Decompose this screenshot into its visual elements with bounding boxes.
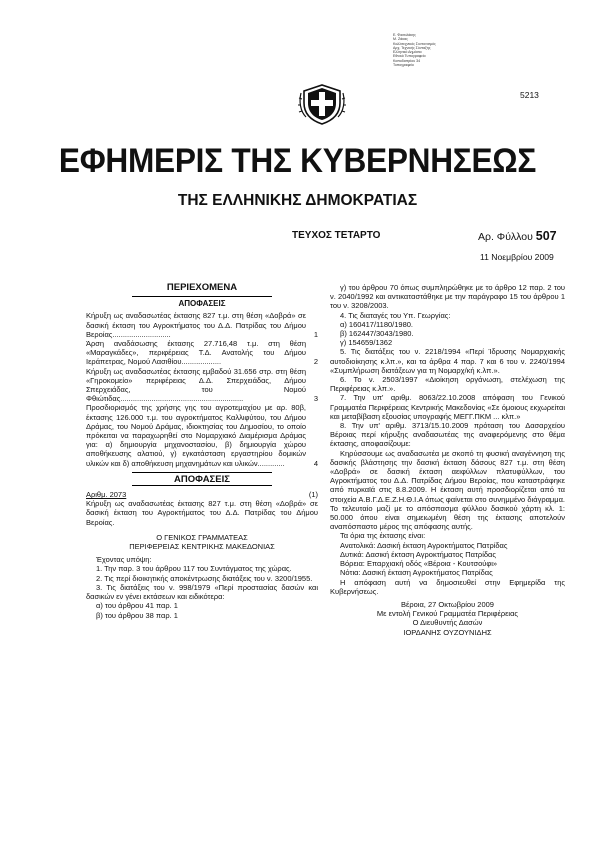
decisions-title: ΑΠΟΦΑΣΕΙΣ — [174, 473, 230, 485]
boundary-line: Βόρεια: Επαρχιακή οδός «Βέροια - Κουτσούφι» — [340, 559, 498, 569]
publisher-line: Ελληνικό Δημόσιο — [393, 50, 422, 55]
publisher-line: Τυπογραφείο — [393, 63, 414, 68]
place-date: Βέροια, 27 Οκτωβρίου 2009 — [401, 599, 494, 609]
publisher-line: Καποδιστρίου 34 — [393, 58, 421, 63]
toc-entry[interactable]: Κήρυξη ως αναδασωτέας έκτασης εμβαδού 31.656 στρ. στη θέση «Γηροκομείο» περιφέρειας Δ.Δ. Σπερχειάδας, Δήμου Σπερχειάδας, του Νομού Φθιώτιδας........................................................... 3 — [86, 366, 318, 404]
boundary-line: Ανατολικά: Δασική έκταση Αγροκτήματος Πατρίδας — [340, 540, 508, 550]
coat-of-arms-icon — [298, 79, 346, 127]
sheet-label: Αρ. Φύλλου — [478, 231, 533, 243]
having-regard: Έχοντας υπόψη: — [96, 555, 152, 565]
decisions-subheading: ΑΠΟΦΑΣΕΙΣ — [178, 299, 226, 309]
left-column — [86, 283, 318, 620]
signature-line: Ο Διευθυντής Δασών — [412, 618, 483, 628]
body-paragraph: Κηρύσσουμε ως αναδασωτέα με σκοπό τη φυσική αναγέννηση της δασικής βλάστησης την δασική έκταση δάσους 827 τ.μ. στη θέση «Δοβρά» σε δασική έκταση αειφύλλων πλατυφύλλων, του Αγροκτήματος του Δ.Δ. Πατρίδας Δήμου Βεροίας, που καταστράφηκε από πυρκαϊά στις 8.8.2009. Η έκταση αυτή προσδιορίζεται από τα στοιχεία Α.Β.Γ.Δ.Ε.Ζ.Η.Θ.Ι.Α όπως φαίνεται στο συνημμένο διάγραμμα. Το τελευταίο μαζί με το απόσπασμα φύλλου δασικού χάρτη κλ. 1: 50.000 όπου είναι σημειωμένη θέση της έκτασης αποτελούν αναπόσπαστο μέρος της απόφασης αυτής. — [330, 448, 565, 532]
issue-series: ΤΕΥΧΟΣ ΤΕΤΑΡΤΟ — [292, 230, 381, 241]
contents-heading: ΠΕΡΙΕΧΟΜΕΝΑ — [166, 282, 238, 293]
item-paragraph: 3. Τις διατάξεις του ν. 998/1979 «Περί προστασίας δασών και δασικών εν γένει εκτάσεων και ειδικότερα: — [86, 582, 318, 602]
right-column — [330, 283, 565, 637]
body-paragraph: 5. Τις διατάξεις του ν. 2218/1994 «Περί Ίδρυσης Νομαρχιακής αυτοδιοίκησης κ.λπ.», και τα άρθρα 4 παρ. 7 και 6 του ν. 2240/1994 «Συμπλήρωση διατάξεων για τη Νομαρχ/κή κ.λπ.». — [330, 347, 565, 375]
sheet-number — [478, 229, 557, 243]
decision-number: Αριθμ. 2073 — [86, 490, 127, 500]
publisher-line: Μ. Ζάκας — [393, 37, 408, 42]
body-paragraph: γ) του άρθρου 70 όπως συμπληρώθηκε με το άρθρο 12 παρ. 2 του ν. 2040/1992 και αντικαταστάθηκε με την παράγραφο 15 του άρθρου 1 του ν. 3208/2003. — [330, 283, 565, 311]
masthead-subtitle: ΤΗΣ ΕΛΛΗΝΙΚΗΣ ΔΗΜΟΚΡΑΤΙΑΣ — [177, 192, 418, 209]
decision-header — [86, 490, 318, 499]
body-paragraph: 6. Το ν. 2503/1997 «Διοίκηση οργάνωση, στελέχωση της Περιφέρειας κ.λπ.». — [330, 375, 565, 394]
boundary-line: Νότια: Δασική έκταση Αγροκτήματος Πατρίδας — [340, 568, 493, 578]
issue-date: 11 Νοεμβρίου 2009 — [480, 252, 554, 262]
authority-line: Ο ΓΕΝΙΚΟΣ ΓΡΑΜΜΑΤΕΑΣ — [156, 532, 248, 542]
body-paragraph: 8. Την υπ' αριθμ. 3713/15.10.2009 πρόταση του Δασαρχείου Βέροιας περί κήρυξης αναδασωτέας της αναφερόμενης στο θέμα έκτασης, αποφασίζουμε: — [330, 421, 565, 449]
page-number: 5213 — [520, 90, 539, 100]
publisher-line: Εθνικό Τυπογραφείο — [393, 54, 426, 59]
toc-entry[interactable]: Προσδιορισμός της χρήσης γης του αγροτεμαχίου με αρ. 80β, έκτασης 126.000 τ.μ. του αγροκτήματος Καλλιφύτου, του Δήμου Δράμας, του Νομού Δράμας, ιδιοκτησίας του Δημοσίου, το οποίο πρόκειται να παραχωρηθεί στο Νομαρχιακό Διαμέρισμα Δράμας για: α) δημιουργία μηχανοστασίου, β) δημιουργία χώρου αποθήκευσης αλατιού, γ) εγκατάσταση εργαστηρίου δομικών υλικών και δ) αποθήκευση μηχανημάτων και υλικών............. 4 — [86, 403, 318, 468]
publication-order: Η απόφαση αυτή να δημοσιευθεί στην Εφημερίδα της Κυβερνήσεως. — [330, 577, 565, 596]
toc-entry[interactable]: Κήρυξη ως αναδασωτέας έκτασης 827 τ.μ. στη θέση «Δοβρά» σε δασική έκταση του Αγροκτήματος του Δ.Δ. Πατρίδας του Δήμου Βεροίας............................ 1 — [86, 311, 318, 339]
toc-entry[interactable]: Άρση αναδάσωσης έκτασης 27.716,48 τ.μ. στη θέση «Μαραγκάδες», περιφέρειας Τ.Δ. Ανατολής του Δήμου Ιεράπετρας, Νομού Λασιθίου................... 2 — [86, 339, 318, 367]
masthead-title: ΕΦΗΜΕΡΙΣ ΤΗΣ ΚΥΒΕΡΝΗΣΕΩΣ — [58, 142, 537, 180]
sheet-value: 507 — [535, 229, 557, 243]
item-paragraph: β) του άρθρου 38 παρ. 1 — [96, 610, 178, 620]
signatory-name: ΙΟΡΔΑΝΗΣ ΟΥΖΟΥΝΙΔΗΣ — [403, 627, 492, 637]
divider — [132, 485, 272, 486]
publisher-line: Ε. Φασολάκης — [393, 33, 416, 37]
body-paragraph: 4. Τις διαταγές του Υπ. Γεωργίας: — [340, 310, 451, 320]
divider — [132, 296, 272, 297]
boundary-line: Δυτικά: Δασική έκταση Αγροκτήματος Πατρίδας — [340, 549, 496, 559]
body-paragraph: 7. Την υπ' αριθμ. 8063/22.10.2008 απόφαση του Γενικού Γραμματέα Περιφέρειας Κεντρικής Μακεδονίας «Σε όμοιους εκχωρείται και μεταβίβαση εξουσίας υπογραφής ΜΕΓΓ.ΠΚΜ ... κλπ.» — [330, 393, 565, 421]
body-paragraph: β) 162447/3043/1980. — [340, 329, 414, 339]
publisher-line: Αρχ. Τεχνικής Σύνταξης — [393, 45, 431, 50]
decision-summary: Κήρυξη ως αναδασωτέας έκτασης 827 τ.μ. στη θέση «Δοβρά» σε δασική έκταση του Αγροκτήματος του Δ.Δ. Πατρίδας του Δήμου Βεροίας. — [86, 499, 318, 527]
decision-marker: (1) — [308, 490, 318, 500]
body-paragraph: γ) 154659/1362 — [340, 338, 393, 348]
body-paragraph: α) 160417/1180/1980. — [340, 319, 414, 329]
item-paragraph: 2. Τις περί διοικητικής αποκέντρωσης διατάξεις του ν. 3200/1955. — [96, 573, 313, 583]
divider — [132, 472, 272, 473]
publisher-line: Καλλιτεχνικός Συντονισμός — [393, 41, 436, 46]
item-paragraph: 1. Την παρ. 3 του άρθρου 117 του Συντάγματος της χώρας. — [96, 564, 292, 574]
authority-line: ΠΕΡΙΦΕΡΕΙΑΣ ΚΕΝΤΡΙΚΗΣ ΜΑΚΕΔΟΝΙΑΣ — [129, 542, 275, 552]
boundary-heading: Τα όρια της έκτασης είναι: — [340, 531, 426, 541]
publisher-block — [393, 33, 459, 67]
item-paragraph: α) του άρθρου 41 παρ. 1 — [96, 601, 178, 611]
signature-line: Με εντολή Γενικού Γραμματέα Περιφέρειας — [376, 609, 519, 619]
